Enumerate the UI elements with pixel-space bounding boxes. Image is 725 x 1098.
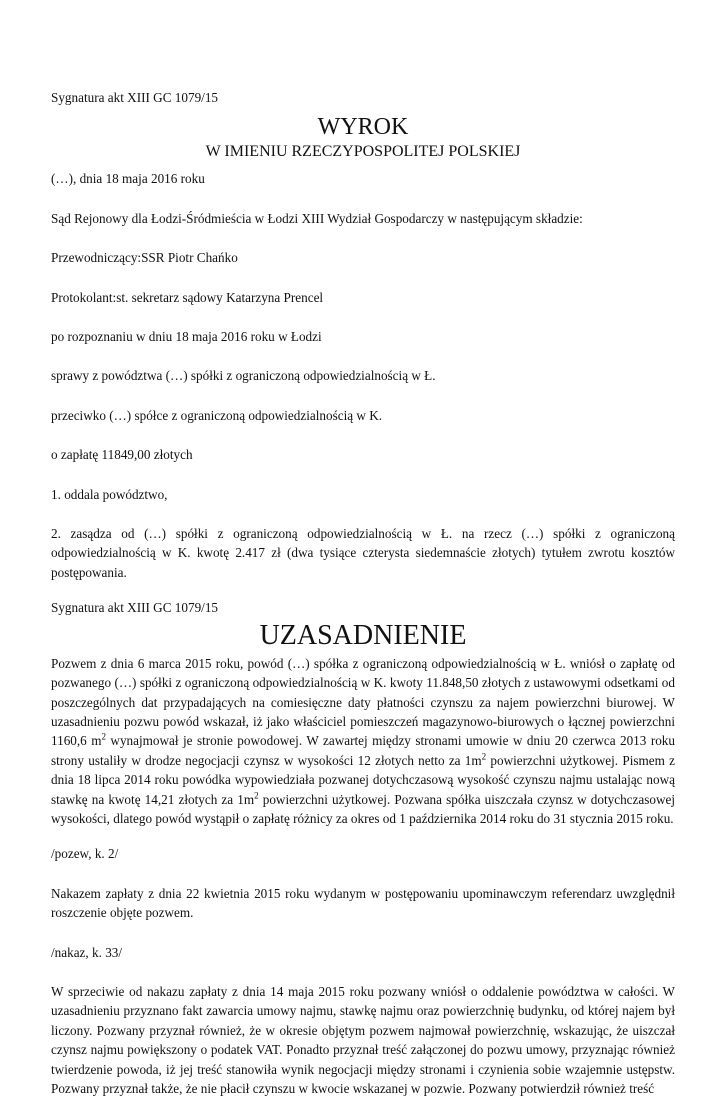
verdict-point-1: 1. oddala powództwo, (51, 486, 168, 502)
claim-line: o zapłatę 11849,00 złotych (51, 447, 193, 463)
verdict-point-2: 2. zasądza od (…) spółki z ograniczoną odpowiedzialnością w Ł. na rzecz (…) spółki z ograniczoną odpowiedzialnością w K. kwotę 2.417 zł (dwa tysiące czterysta siedemnaście złotych) tytułem zwrotu kosztów postępowania. (51, 526, 675, 580)
reference-nakaz: /nakaz, k. 33/ (51, 944, 123, 960)
justification-paragraph-3: W sprzeciwie od nakazu zapłaty z dnia 14 maja 2015 roku pozwany wniósł o oddalenie powództwa w całości. W uzasadnieniu przyznano fakt zawarcia umowy najmu, stawkę najmu oraz powierzchnię budynku, od której najem był liczony. Pozwany przyznał również, że w okresie objętym pozwem najmował powierzchnię, wskazując, że uiszczał czynsz najmu powiększony o podatek VAT. Ponadto przyznał treść załączonej do pozwu umowy, przyznając również twierdzenie powoda, iż jej treść stanowiła wynik negocjacji między stronami i czynienia sobie wzajemnie ustępstw. Pozwany przyznał także, że nie płacił czynszu w kwocie wskazanej w pozwie. Pozwany potwierdził również treść (51, 983, 675, 1096)
justification-title: UZASADNIENIE (259, 619, 467, 651)
clerk-line: Protokolant:st. sekretarz sądowy Katarzyna Prencel (51, 289, 324, 305)
document-page (51, 88, 675, 1098)
superscript: 2 (101, 731, 106, 742)
date-line: (…), dnia 18 maja 2016 roku (51, 171, 205, 187)
hearing-line: po rozpoznaniu w dniu 18 maja 2016 roku w Łodzi (51, 329, 322, 345)
reference-pozew: /pozew, k. 2/ (51, 846, 119, 862)
paragraph-text: powierzchni użytkowej. Pozwana spółka uiszczała czynsz w dotychczasowej wysokości, dlatego powód wystąpił o zapłatę różnicy za okres od 1 października 2014 roku do 31 stycznia 2015 roku. (51, 791, 676, 826)
verdict-subtitle: W IMIENIU RZECZYPOSPOLITEJ POLSKIEJ (205, 143, 521, 161)
justification-signature: Sygnatura akt XIII GC 1079/15 (51, 600, 219, 616)
chairman-line: Przewodniczący:SSR Piotr Chańko (51, 250, 238, 266)
superscript: 2 (254, 790, 259, 801)
verdict-title: WYROK (317, 114, 409, 141)
paragraph-text: wynajmował je stronie powodowej. W zawartej między stronami umowie w dniu 20 czerwca 2013 roku strony ustaliły w drodze negocjacji czynsz w wysokości 12 złotych netto za 1m (51, 733, 675, 768)
case-signature: Sygnatura akt XIII GC 1079/15 (51, 90, 219, 105)
court-composition: Sąd Rejonowy dla Łodzi-Śródmieścia w Łodzi XIII Wydział Gospodarczy w następującym składzie: (51, 210, 583, 226)
justification-paragraph-2: Nakazem zapłaty z dnia 22 kwietnia 2015 roku wydanym w postępowaniu upominawczym referendarz uwzględnił roszczenie objęte pozwem. (51, 885, 675, 921)
case-defendant-line: przeciwko (…) spółce z ograniczoną odpowiedzialnością w K. (51, 407, 383, 423)
case-plaintiff-line: sprawy z powództwa (…) spółki z ograniczoną odpowiedzialnością w Ł. (51, 368, 436, 384)
paragraph-text: powierzchni użytkowej. Pismem z dnia 18 lipca 2014 roku powódka wypowiedziała pozwanej dotychczasową wysokość czynszu najmu ustalając nową stawkę na kwotę 14,21 złotych za 1m (51, 752, 675, 807)
paragraph-text: Pozwem z dnia 6 marca 2015 roku, powód (…) spółka z ograniczoną odpowiedzialnością w Ł. wniósł o zapłatę od pozwanego (…) spółki z ograniczoną odpowiedzialnością w K. kwoty 11.848,50 złotych z ustawowymi odsetkami od poszczególnych dat przypadających na comiesięczne daty płatności czynszu za najem powierzchni biurowej. W uzasadnieniu pozwu powód wskazał, iż jako właściciel pomieszczeń magazynowo-biurowych o łącznej powierzchni 1160,6 m (51, 655, 675, 749)
superscript: 2 (481, 751, 487, 762)
justification-paragraph-1 (51, 654, 675, 829)
